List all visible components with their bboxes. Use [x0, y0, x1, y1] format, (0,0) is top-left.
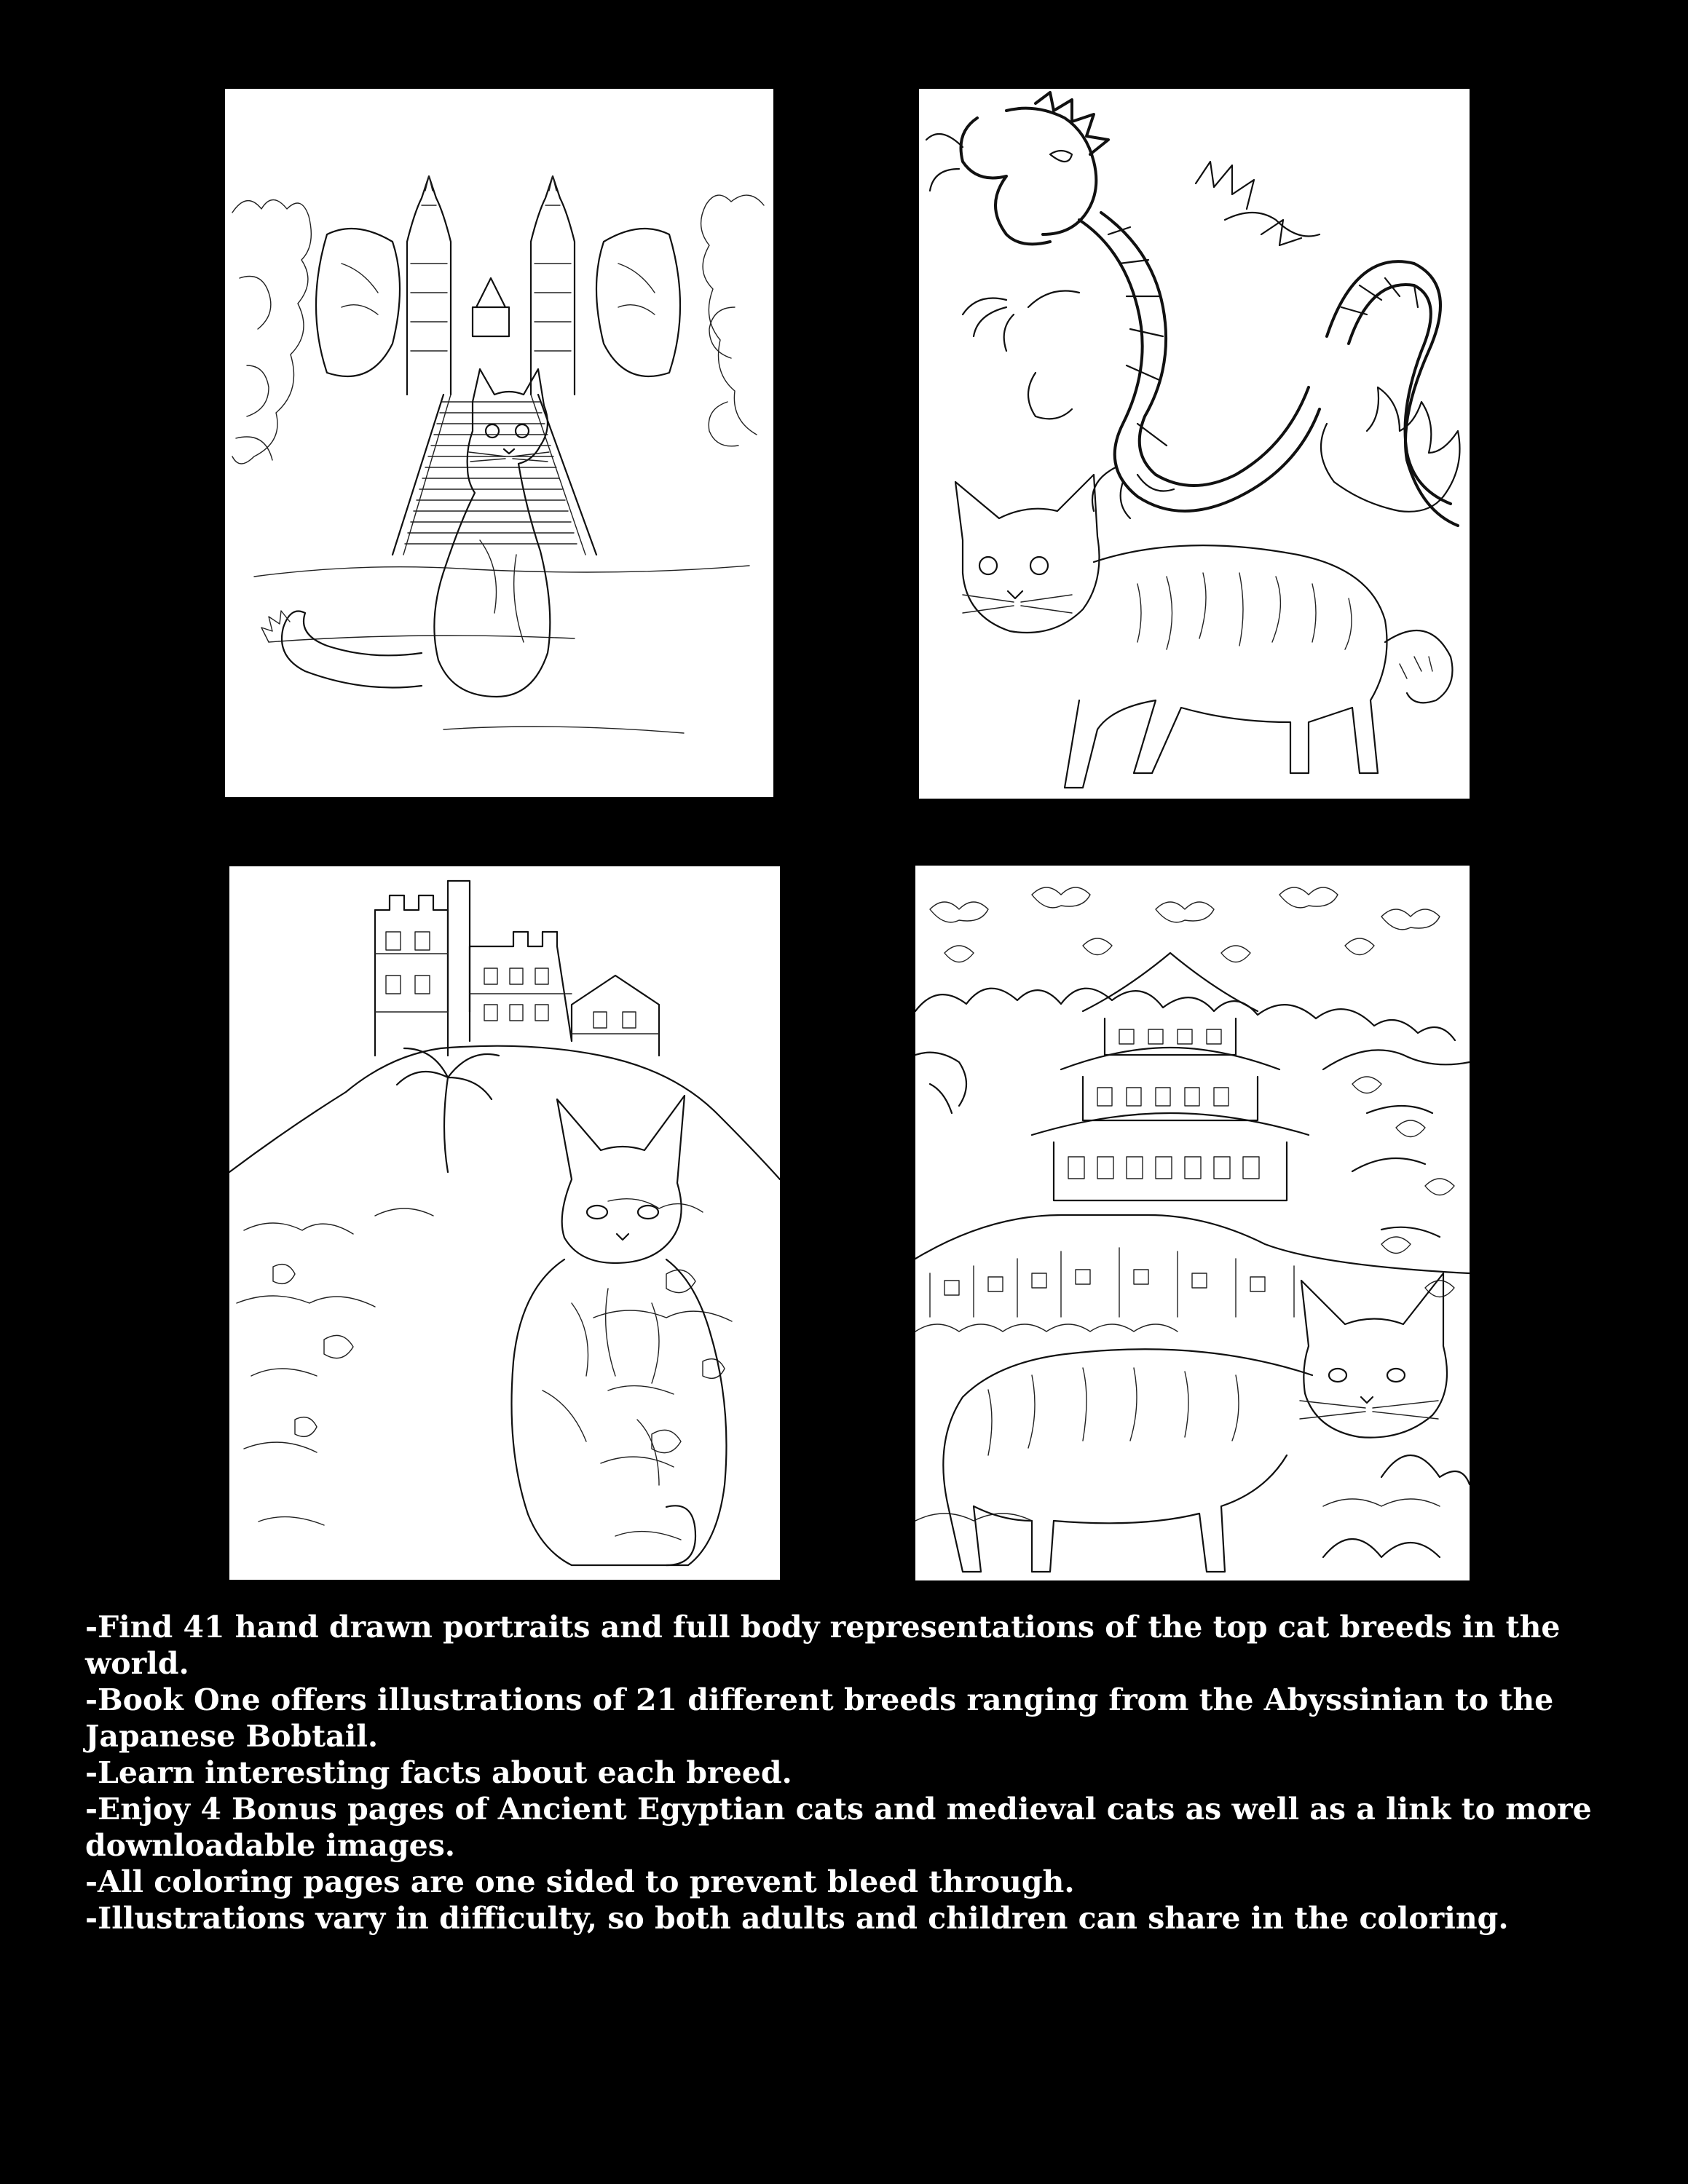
feature-line-difficulty: -Illustrations vary in difficulty, so both adults and children can share in the coloring.	[85, 1901, 1509, 1936]
dragon-cat-illustration	[919, 89, 1470, 799]
coloring-page-temple-cat	[225, 89, 773, 797]
feature-line-facts: -Learn interesting facts about each breed.	[85, 1755, 792, 1790]
feature-line-portraits: -Find 41 hand drawn portraits and full body representations of the top cat breeds in the world.	[85, 1610, 1561, 1681]
feature-line-one-sided: -All coloring pages are one sided to prevent bleed through.	[85, 1864, 1075, 1899]
castle-cat-illustration	[229, 866, 780, 1580]
temple-cat-illustration	[225, 89, 773, 797]
japanese-castle-cat-illustration	[915, 866, 1470, 1580]
coloring-page-castle-cat	[229, 866, 780, 1580]
feature-line-bonus: -Enjoy 4 Bonus pages of Ancient Egyptian cats and medieval cats as well as a link to more downloadable images.	[85, 1792, 1592, 1863]
feature-description	[85, 1609, 1651, 1936]
feature-line-breeds: -Book One offers illustrations of 21 different breeds ranging from the Abyssinian to the Japanese Bobtail.	[85, 1682, 1554, 1754]
coloring-page-japanese-castle-cat	[915, 866, 1470, 1580]
coloring-page-dragon-cat	[919, 89, 1470, 799]
